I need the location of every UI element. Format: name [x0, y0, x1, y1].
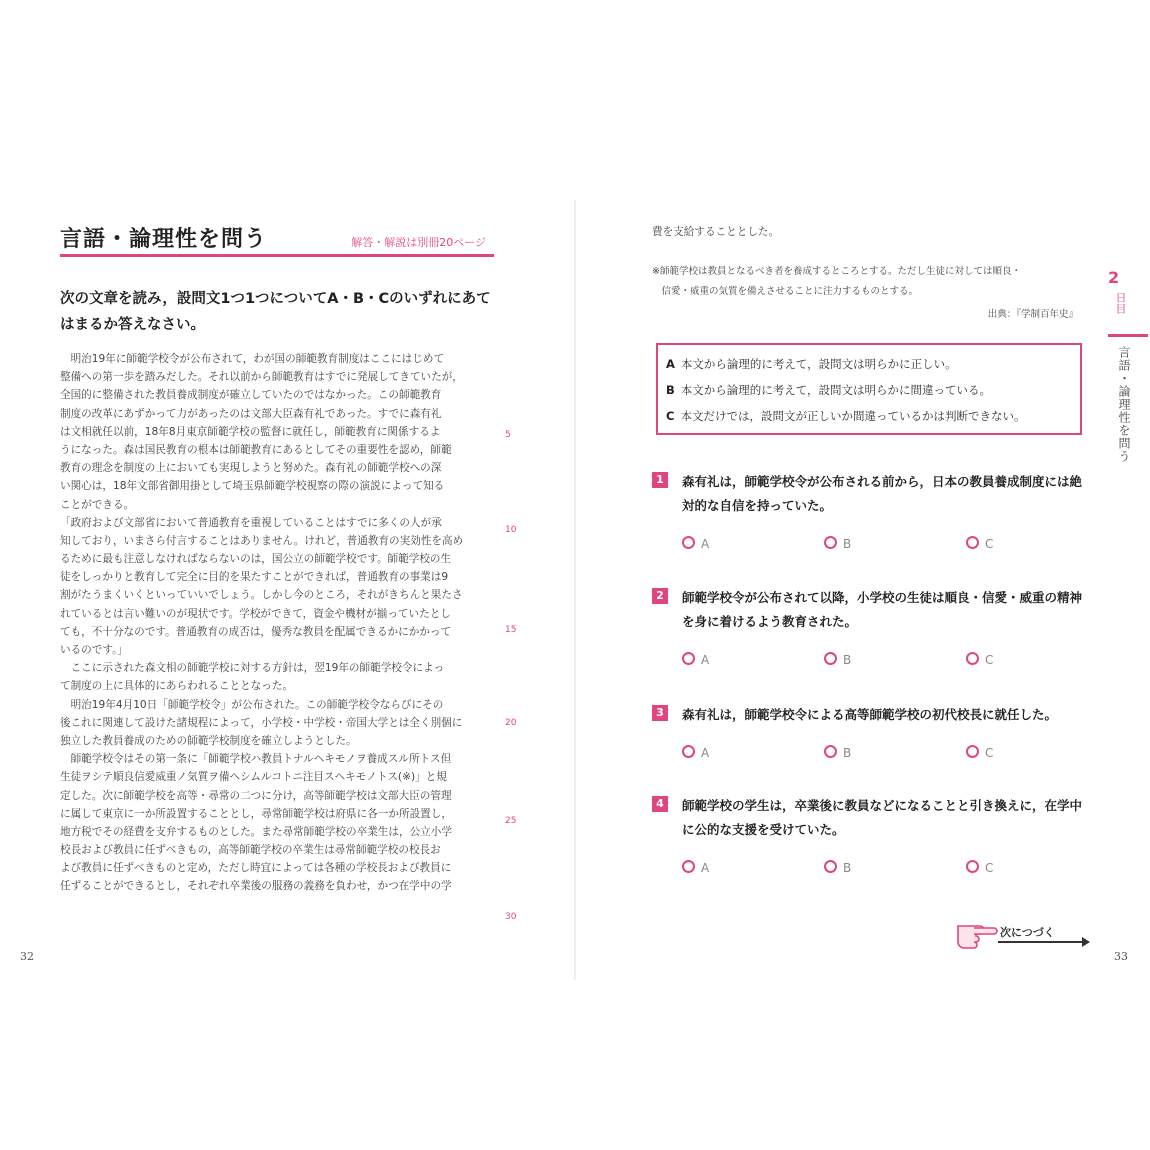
option-label: C — [985, 861, 994, 875]
pointing-hand-icon — [952, 912, 998, 952]
line-number: 20 — [505, 718, 517, 728]
radio-circle-icon — [966, 745, 979, 758]
radio-circle-icon — [824, 652, 837, 665]
radio-circle-icon — [966, 860, 979, 873]
arrow-right-icon — [998, 941, 1088, 943]
line-number: 25 — [505, 816, 517, 826]
passage-line: 地方税でその経費を支弁するものとした。また尋常師範学校の卒業生は，公立小学 — [60, 825, 452, 838]
option-label: A — [701, 746, 710, 760]
day-label: 日目 — [1114, 292, 1127, 314]
passage-line: い関心は，18年文部省御用掛として埼玉県師範学校視察の際の演説によって知る — [60, 480, 445, 493]
answer-key-a — [666, 351, 1072, 377]
answer-key-letter: B — [666, 383, 675, 397]
day-number: 2 — [1108, 268, 1120, 287]
passage-line: 明治19年4月10日「師範学校令」が公布された。この師範学校令ならびにその — [60, 698, 444, 711]
passage-line: に属して東京に一か所設置することとし，尋常師範学校は府県に各一か所設置し， — [60, 807, 452, 820]
answer-reference: 解答・解説は別冊20ページ — [351, 236, 486, 249]
question-3 — [652, 703, 1092, 773]
radio-circle-icon — [824, 745, 837, 758]
passage-line: は文相就任以前，18年8月東京師範学校の監督に就任し，師範教育に関係するよ — [60, 425, 441, 438]
page-title: 言語・論理性を問う — [60, 227, 268, 252]
radio-circle-icon — [966, 652, 979, 665]
answer-key-box — [656, 343, 1082, 435]
page-number-right: 33 — [1114, 950, 1128, 963]
option-b[interactable] — [824, 860, 851, 875]
passage-line: て制度の上に具体的にあらわれることとなった。 — [60, 680, 294, 693]
chapter-side-tab — [1100, 262, 1146, 492]
question-number: 1 — [652, 472, 668, 488]
passage-line: いるのです。」 — [60, 644, 129, 656]
footnote-line: 信愛・威重の気質を備えさせることに注力するものとする。 — [652, 286, 919, 297]
passage-line: 独立した教員養成のための師範学校制度を確立しようとした。 — [60, 734, 357, 747]
question-4 — [652, 794, 1092, 884]
line-number: 10 — [505, 525, 517, 535]
option-c[interactable] — [966, 745, 993, 760]
passage-line: 知しており，いまさら付言することはありません。けれど，普通教育の実効性を高め — [60, 534, 464, 547]
passage-line: 「政府および文部省において普通教育を重視していることはすでに多くの人が承 — [60, 516, 442, 529]
option-a[interactable] — [682, 745, 709, 760]
question-number: 3 — [652, 705, 668, 721]
line-number: 15 — [505, 625, 517, 635]
passage-line: 校長および教員に任ずべきもの，高等師範学校の卒業生は尋常師範学校の校長お — [60, 844, 441, 857]
option-c[interactable] — [966, 860, 993, 875]
question-number: 4 — [652, 796, 668, 812]
option-label: C — [985, 537, 994, 551]
answer-key-text: 本文から論理的に考えて，設問文は明らかに正しい。 — [680, 357, 957, 371]
answer-key-c — [666, 403, 1072, 429]
radio-circle-icon — [966, 536, 979, 549]
radio-circle-icon — [682, 652, 695, 665]
question-number: 2 — [652, 588, 668, 604]
question-text: 森有礼は，師範学校令が公布される前から，日本の教員養成制度には絶対的な自信を持っていた。 — [682, 474, 1083, 513]
passage-line: よび教員に任ずべきものと定め，ただし時宜によっては各種の学校長および教員に — [60, 862, 452, 875]
continue-label: 次につづく — [1000, 926, 1055, 939]
passage-line: ても，不十分なのです。普通教育の成否は，優秀な教員を配属できるかにかかって — [60, 625, 452, 638]
question-text: 森有礼は，師範学校令による高等師範学校の初代校長に就任した。 — [682, 707, 1058, 722]
passage — [60, 350, 500, 896]
passage-line: 整備への第一歩を踏みだした。それ以前から師範教育はすでに発展してきていたが， — [60, 371, 463, 384]
option-b[interactable] — [824, 652, 851, 667]
answer-key-letter: C — [666, 409, 675, 423]
passage-line: 師範学校令はその第一条に「師範学校ハ教員トナルヘキモノヲ養成スル所トス但 — [60, 753, 452, 766]
continued-text: 費を支給することとした。 — [652, 226, 780, 238]
passage-line: 後これに関連して設けた諸規程によって，小学校・中学校・帝国大学とは全く別個に — [60, 716, 463, 729]
option-a[interactable] — [682, 860, 709, 875]
option-label: C — [985, 653, 994, 667]
option-c[interactable] — [966, 652, 993, 667]
line-number: 30 — [505, 912, 517, 922]
passage-line: 定した。次に師範学校を高等・尋常の二つに分け，高等師範学校は文部大臣の管理 — [60, 789, 452, 802]
question-2 — [652, 586, 1092, 676]
passage-line: 制度の改革にあずかって力があったのは文部大臣森有礼であった。すでに森有礼 — [60, 407, 442, 420]
answer-key-letter: A — [666, 357, 675, 371]
passage-line: ことができる。 — [60, 498, 135, 511]
question-text: 師範学校令が公布されて以降，小学校の生徒は順良・信愛・威重の精神を身に着けるよう教育された。 — [682, 590, 1083, 629]
footnote — [652, 262, 1080, 302]
answer-key-b — [666, 377, 1072, 403]
radio-circle-icon — [682, 860, 695, 873]
passage-line: ここに示された森文相の師範学校に対する方針は，翌19年の師範学校令によっ — [60, 662, 445, 675]
tab-divider — [1108, 334, 1148, 337]
option-b[interactable] — [824, 536, 851, 551]
radio-circle-icon — [824, 536, 837, 549]
option-label: B — [843, 746, 852, 760]
radio-circle-icon — [682, 536, 695, 549]
passage-line: 全国的に整備された教員養成制度が確立していたのではなかった。この師範教育 — [60, 389, 442, 402]
option-label: C — [985, 746, 994, 760]
section-header — [60, 222, 494, 257]
chapter-title: 言語・論理性を問う — [1117, 346, 1131, 463]
option-a[interactable] — [682, 652, 709, 667]
gutter — [574, 200, 576, 980]
continue-indicator — [952, 912, 1092, 952]
option-label: B — [843, 537, 852, 551]
answer-key-text: 本文だけでは，設問文が正しいか間違っているかは判断できない。 — [680, 409, 1026, 423]
question-1 — [652, 470, 1092, 560]
option-label: A — [701, 653, 710, 667]
passage-line: 明治19年に師範学校令が公布されて，わが国の師範教育制度はここにはじめて — [60, 353, 445, 365]
passage-line: 教育の理念を制度の上においても実現しようと努めた。森有礼の師範学校への深 — [60, 462, 442, 475]
passage-line: るために最も注意しなければならないのは，国公立の師範学校です。師範学校の生 — [60, 553, 452, 566]
line-number: 5 — [505, 430, 511, 440]
radio-circle-icon — [682, 745, 695, 758]
option-label: A — [701, 861, 710, 875]
option-label: A — [701, 537, 710, 551]
option-label: B — [843, 861, 852, 875]
passage-line: 生徒ヲシテ順良信愛威重ノ気質ヲ備ヘシムルコトニ注目スヘキモノトス(※)」と規 — [60, 771, 447, 784]
footnote-line: ※師範学校は教員となるべき者を養成するところとする。ただし生徒に対しては順良・ — [652, 266, 1021, 277]
passage-line: うになった。森は国民教育の根本は師範教育にあるとしてその重要性を認め，師範 — [60, 443, 452, 456]
question-text: 師範学校の学生は，卒業後に教員などになることと引き換えに，在学中に公的な支援を受けていた。 — [682, 798, 1083, 837]
answer-key-text: 本文から論理的に考えて，設問文は明らかに間違っている。 — [680, 383, 992, 397]
passage-line: 割がたうまくいくといっていいでしょう。しかし今のところ，それがきちんと果たさ — [60, 589, 463, 602]
passage-line: れているとは言い難いのが現状です。学校ができて，資金や機材が揃っていたとし — [60, 607, 451, 620]
radio-circle-icon — [824, 860, 837, 873]
passage-line: 徒をしっかりと教育して完全に目的を果たすことができれば，普通教育の事業は9 — [60, 571, 449, 584]
option-a[interactable] — [682, 536, 709, 551]
option-b[interactable] — [824, 745, 851, 760]
option-label: B — [843, 653, 852, 667]
option-c[interactable] — [966, 536, 993, 551]
instruction-text: 次の文章を読み，設問文1つ1つについてA・B・Cのいずれにあてはまるか答えなさい。 — [60, 291, 491, 333]
source-citation: 出典：『学制百年史』 — [987, 309, 1078, 320]
page-number-left: 32 — [20, 950, 34, 963]
passage-line: 任ずることができるとし，それぞれ卒業後の服務の義務を負わせ，かつ在学中の学 — [60, 880, 452, 893]
